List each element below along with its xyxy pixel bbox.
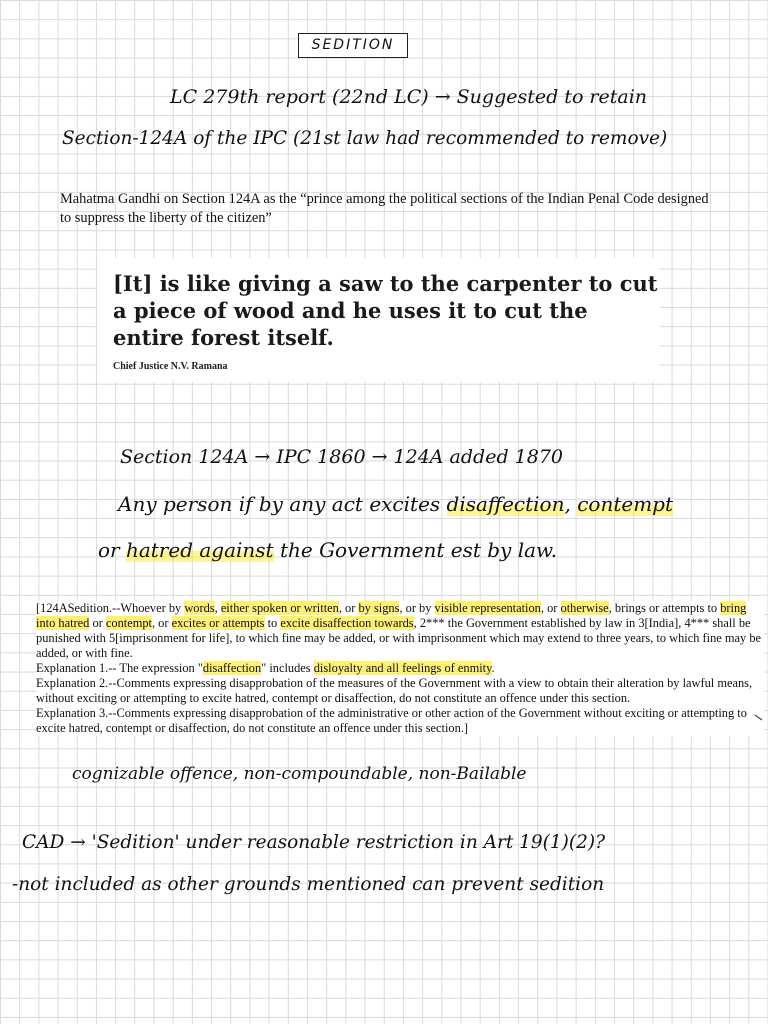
law-p1-text-2: , [214, 601, 221, 615]
law-p1-highlight-5: by signs [358, 601, 400, 615]
tick-mark-icon [754, 714, 764, 722]
law-p1-highlight-17: excite disaffection towards [280, 616, 414, 630]
law-p1-text-0: [124ASedition.--Whoever by [36, 601, 185, 615]
law-p2-text-0: Explanation 1.-- The expression " [36, 661, 203, 675]
law-p2-text-4: . [491, 661, 495, 675]
law-p1-highlight-15: excites or attempts [171, 616, 265, 630]
definition-1-separator: , [564, 492, 578, 516]
page-title: SEDITION [298, 33, 408, 58]
definition-2-highlight-hatred: hatred against [125, 538, 274, 562]
law-p2-highlight-1: disaffection [202, 661, 262, 675]
handwritten-note-not-included: -not included as other grounds mentioned can prevent sedition [12, 874, 605, 895]
quote-card [97, 258, 660, 382]
quote-attribution: Chief Justice N.V. Ramana [113, 361, 228, 372]
law-p1-text-18: , 2*** the Government established by law in 3[India], 4*** shall be punished with 5[imprisonment for life], to which fine may be added, or with imprisonment which may extend to three years, to which fine may be added, or with fine. [36, 616, 762, 660]
definition-1-text: Any person if by any act excites [118, 492, 447, 516]
law-p1-highlight-3: either spoken or written [220, 601, 339, 615]
law-p1-highlight-7: visible representation [434, 601, 541, 615]
handwritten-note-definition-2 [98, 538, 557, 562]
law-p1-text-10: , brings or attempts to [608, 601, 721, 615]
handwritten-note-cad: CAD → 'Sedition' under reasonable restriction in Art 19(1)(2)? [22, 832, 606, 853]
law-p1-highlight-11: bring into hatred [36, 601, 747, 630]
gandhi-quote: Mahatma Gandhi on Section 124A as the “prince among the political sections of the Indian Penal Code designed to suppress the liberty of the citizen” [60, 191, 709, 226]
handwritten-note-section-retain: Section-124A of the IPC (21st law had recommended to remove) [62, 128, 668, 149]
definition-1-highlight-disaffection: disaffection [446, 492, 565, 516]
law-p1-highlight-1: words [184, 601, 215, 615]
law-p1-text-8: , or [540, 601, 561, 615]
law-p2-text-2: " includes [261, 661, 314, 675]
handwritten-note-offence-type: cognizable offence, non-compoundable, non-Bailable [72, 764, 527, 784]
law-p2-highlight-3: disloyalty and all feelings of enmity [313, 661, 492, 675]
law-p1-text-14: , or [151, 616, 172, 630]
law-p1-text-12: or [89, 616, 106, 630]
law-explanation-2: Explanation 2.--Comments expressing disapprobation of the measures of the Government with a view to obtain their alteration by lawful means, without exciting or attempting to excite hatred, contempt or disaffection, do not constitute an offence under this section. [36, 676, 753, 705]
law-section-paragraph [36, 601, 764, 661]
law-p1-highlight-9: otherwise [560, 601, 609, 615]
law-explanation-1 [36, 661, 764, 676]
law-p1-text-4: , or [338, 601, 359, 615]
definition-2-text-post: the Government est by law. [273, 538, 558, 562]
law-p1-text-16: to [264, 616, 281, 630]
handwritten-note-section-history: Section 124A → IPC 1860 → 124A added 1870 [120, 446, 564, 468]
quote-text: [It] is like giving a saw to the carpenter to cut a piece of wood and he uses it to cut the entire forest itself. [113, 271, 658, 350]
handwritten-note-lc-report: LC 279th report (22nd LC) → Suggested to retain [170, 86, 648, 108]
law-explanation-3: Explanation 3.--Comments expressing disapprobation of the administrative or other action of the Government without exciting or attempting to excite hatred, contempt or disaffection, do not constitute an offence under this section.] [36, 706, 747, 735]
law-p1-highlight-13: contempt [105, 616, 152, 630]
law-p1-text-6: , or by [399, 601, 435, 615]
handwritten-note-definition-1 [118, 492, 673, 516]
definition-2-text-pre: or [98, 538, 126, 562]
law-text-block [36, 601, 764, 736]
definition-1-highlight-contempt: contempt [577, 492, 674, 516]
